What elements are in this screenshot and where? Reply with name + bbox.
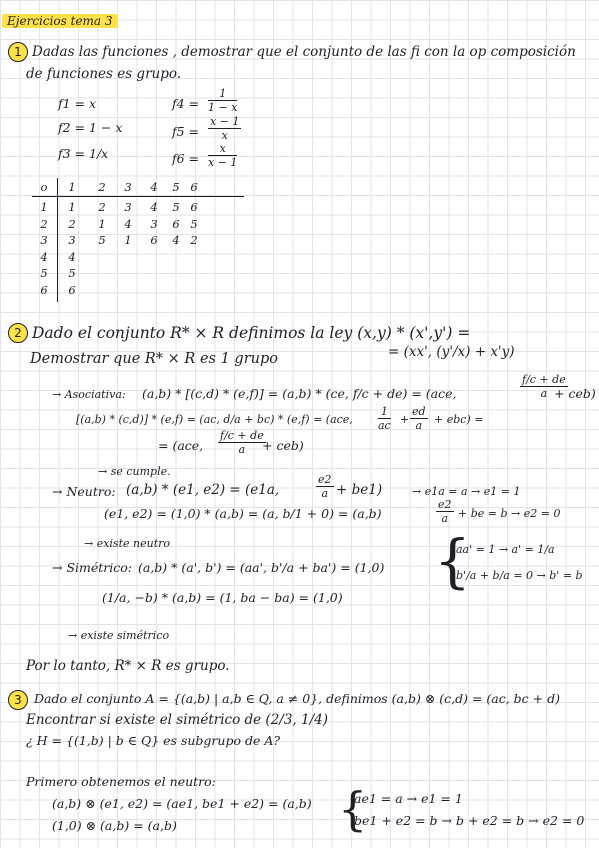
table-row-label: 3 [40, 233, 48, 247]
assoc-line2-frac2-num: ed [412, 405, 426, 418]
neutro-line1-tail: + be1) [336, 482, 383, 498]
assoc-line3: = (ace, [158, 438, 204, 453]
table-cell: 5 [190, 216, 198, 231]
f6-lhs: f6 = [172, 151, 200, 166]
ex3-neutral-line1: (a,b) ⊗ (e1, e2) = (ae1, be1 + e2) = (a,b) [52, 796, 312, 811]
assoc-line3-fraction [218, 430, 266, 455]
ex2-statement-line1: Dado el conjunto R* × R definimos la ley (x,y) * (x',y') = [32, 324, 471, 342]
ex3-statement-line2: Encontrar si existe el simétrico de (2/3, 1/4) [26, 712, 328, 728]
ex2-statement-line2: Demostrar que R* × R es 1 grupo [30, 351, 278, 367]
table-row-label: 6 [40, 282, 48, 297]
table-cell: 5 [98, 233, 106, 247]
ex1-statement-line2: de funciones es grupo. [26, 66, 182, 82]
f2-definition: f2 = 1 − x [58, 120, 123, 135]
table-header-cell: 5 [172, 180, 180, 194]
neutro-line1-frac-num: e2 [318, 473, 332, 486]
sim-label: → Simétrico: [52, 560, 132, 575]
sim-line1: (a,b) * (a', b') = (aa', b'/a + ba') = (1,0) [138, 560, 385, 575]
table-row-label: 2 [40, 216, 48, 231]
sim-conclusion: → existe simétrico [68, 629, 170, 642]
table-header-cell: 6 [190, 180, 198, 194]
exercise-3-number: 3 [8, 690, 28, 710]
assoc-line1-tail: + ceb) [554, 386, 596, 401]
f6-numerator: x [208, 143, 237, 156]
neutro-result1: → e1a = a → e1 = 1 [412, 485, 521, 498]
table-row-label: 4 [40, 249, 48, 264]
table-cell: 3 [68, 233, 76, 247]
ex3-statement-line1: Dado el conjunto A = {(a,b) | a,b ∈ Q, a ≠ 0}, definimos (a,b) ⊗ (c,d) = (ac, bc + d) [34, 691, 560, 706]
f4-numerator: 1 [208, 88, 237, 101]
neutro-result2-tail: + be = b → e2 = 0 [458, 507, 561, 520]
assoc-label: → Asociativa: [52, 388, 126, 401]
ex2-law-rhs: = (xx', (y'/x) + x'y) [388, 344, 515, 360]
ex3-neutral-title: Primero obtenemos el neutro: [26, 774, 216, 789]
neutro-conclusion: → existe neutro [84, 537, 170, 550]
table-header-cell: 3 [124, 180, 132, 194]
table-cell: 6 [68, 282, 76, 297]
table-header-cell: 1 [68, 180, 76, 194]
ex3-neutral-line2: (1,0) ⊗ (a,b) = (a,b) [52, 818, 177, 833]
f5-denominator: x [221, 129, 228, 142]
assoc-line3-frac-num: f/c + de [220, 429, 264, 442]
neutro-result2-frac-den: a [441, 512, 449, 525]
table-row-label: 5 [40, 266, 48, 280]
table-header-cell: 2 [98, 180, 106, 194]
neutro-line2: (e1, e2) = (1,0) * (a,b) = (a, b/1 + 0) = (a,b) [104, 506, 382, 521]
exercise-1-number: 1 [8, 42, 28, 62]
table-cell: 2 [98, 200, 106, 214]
f1-definition: f1 = x [58, 96, 97, 111]
sim-brace: { [434, 527, 471, 595]
table-cell: 1 [98, 216, 106, 231]
f4-lhs: f4 = [172, 96, 200, 111]
ex1-statement-line1: Dadas las funciones , demostrar que el conjunto de las fi con la op composición [32, 44, 576, 60]
page-title: Ejercicios tema 3 [2, 14, 118, 28]
sim-line2: (1/a, −b) * (a,b) = (1, ba − ba) = (1,0) [102, 590, 343, 605]
assoc-line2-plus: + [400, 413, 410, 426]
assoc-line2-fraction2 [410, 406, 428, 431]
f4-denominator: 1 − x [208, 101, 238, 114]
table-cell: 6 [150, 233, 158, 247]
table-cell: 3 [124, 200, 132, 214]
f4-fraction [208, 88, 237, 113]
sim-result1: aa' = 1 → a' = 1/a [456, 543, 555, 556]
assoc-line2-frac1-den: ac [378, 419, 391, 432]
assoc-line3-tail: + ceb) [262, 438, 304, 453]
neutro-result2-frac-num: e2 [438, 498, 452, 511]
assoc-line1-frac-den: a [540, 387, 548, 400]
neutro-label: → Neutro: [52, 484, 116, 499]
table-cell: 6 [172, 216, 180, 231]
table-column-rule [57, 178, 58, 302]
ex3-neutral-result2: be1 + e2 = b → b + e2 = b → e2 = 0 [354, 813, 585, 828]
neutro-result2-fraction [436, 499, 454, 524]
neutro-line1-fraction [316, 474, 334, 499]
f5-lhs: f5 = [172, 124, 200, 139]
table-cell: 1 [68, 200, 76, 214]
ex3-statement-line3: ¿ H = {(1,b) | b ∈ Q} es subgrupo de A? [26, 733, 281, 748]
f6-denominator: x − 1 [208, 156, 238, 169]
f5-fraction [208, 116, 241, 141]
exercise-2-number: 2 [8, 323, 28, 343]
sim-result2: b'/a + b/a = 0 → b' = b [456, 569, 583, 582]
assoc-line2-tail: + ebc) = [434, 413, 484, 426]
assoc-line2-frac1-num: 1 [378, 406, 391, 419]
table-cell: 3 [150, 216, 158, 231]
table-row-label: 1 [40, 200, 48, 214]
table-header-cell: o [40, 180, 48, 194]
table-cell: 6 [190, 200, 198, 214]
f6-fraction [208, 143, 237, 168]
table-header-cell: 4 [150, 180, 158, 194]
table-cell: 4 [124, 216, 132, 231]
table-header-rule [32, 196, 244, 197]
ex3-neutral-result1: ae1 = a → e1 = 1 [354, 791, 463, 806]
table-cell: 5 [68, 266, 76, 280]
table-cell: 4 [150, 200, 158, 214]
ex3-neutral-brace: { [338, 782, 368, 836]
assoc-line2-fraction1 [378, 406, 391, 431]
f3-definition: f3 = 1/x [58, 146, 109, 161]
f5-numerator: x − 1 [210, 115, 240, 128]
assoc-line3-frac-den: a [238, 443, 246, 456]
ex2-conclusion: Por lo tanto, R* × R es grupo. [26, 658, 230, 674]
table-cell: 5 [172, 200, 180, 214]
assoc-line1: (a,b) * [(c,d) * (e,f)] = (a,b) * (ce, f/c + de) = (ace, [142, 386, 457, 401]
assoc-line1-frac-num: f/c + de [522, 373, 566, 386]
table-cell: 4 [68, 249, 76, 264]
assoc-conclusion: → se cumple. [98, 465, 171, 478]
table-cell: 2 [190, 233, 198, 247]
assoc-line2-frac2-den: a [415, 419, 423, 432]
table-cell: 4 [172, 233, 180, 247]
table-cell: 1 [124, 233, 132, 247]
table-cell: 2 [68, 216, 76, 231]
neutro-line1: (a,b) * (e1, e2) = (e1a, [126, 482, 280, 498]
neutro-line1-frac-den: a [321, 487, 329, 500]
assoc-line2: [(a,b) * (c,d)] * (e,f) = (ac, d/a + bc) * (e,f) = (ace, [76, 413, 353, 426]
